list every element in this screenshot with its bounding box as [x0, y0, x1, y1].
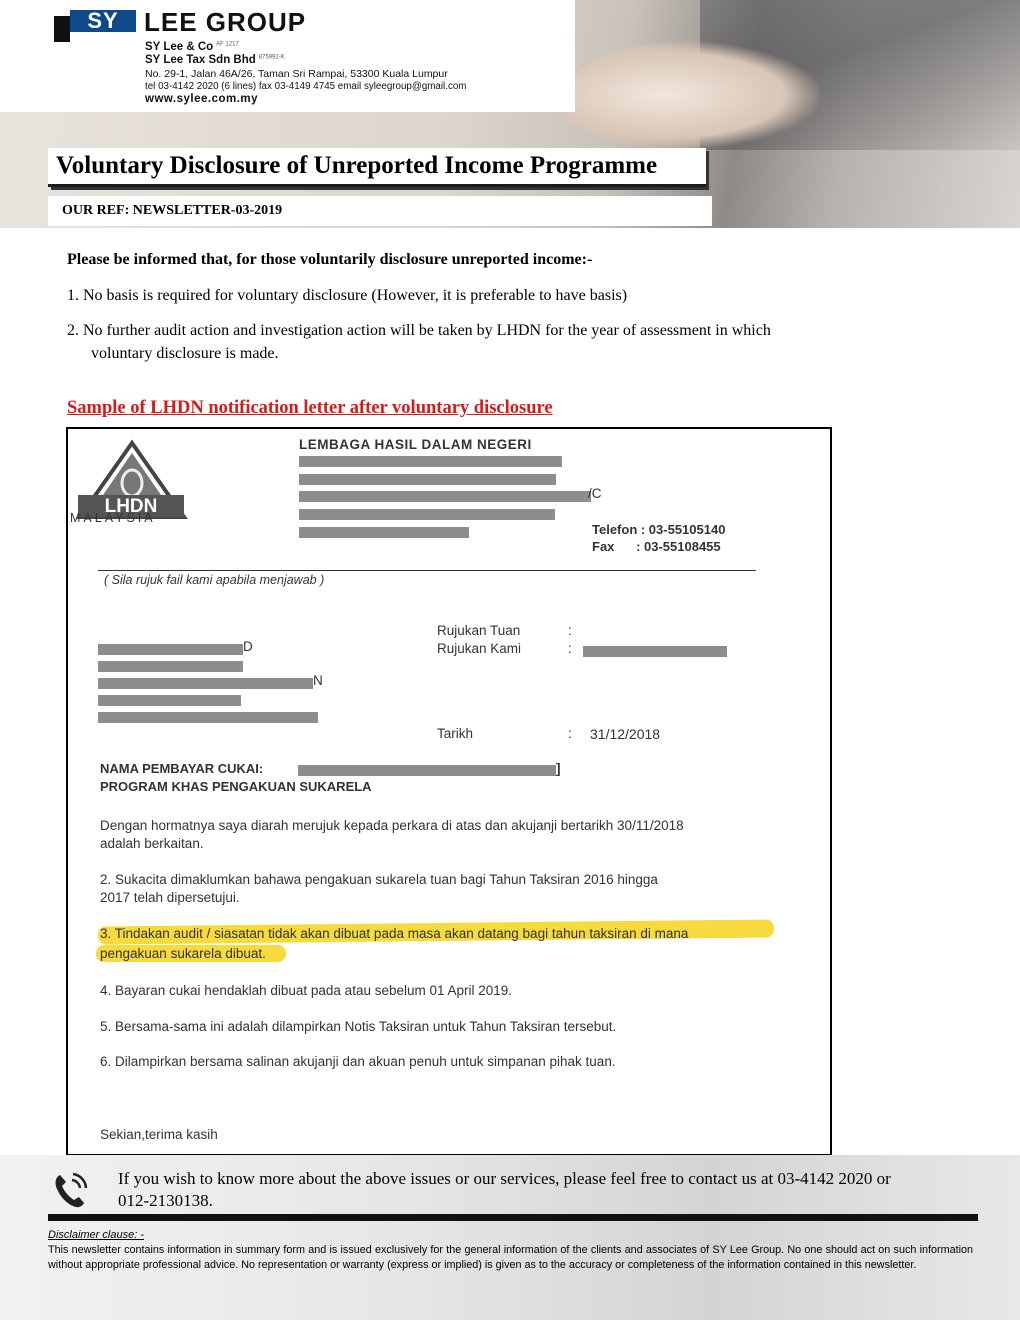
lhdn-logo-text: LHDN — [104, 496, 158, 517]
redaction — [298, 765, 556, 776]
recipient-fragment: D — [243, 639, 253, 654]
company-1: SY Lee & Co $^{AF 1217}$ — [145, 41, 239, 53]
point-2-line-2: voluntary disclosure is made. — [91, 345, 279, 362]
letter-closing: Sekian,terima kasih — [100, 1127, 218, 1142]
letter-divider — [98, 570, 756, 571]
programme-title: PROGRAM KHAS PENGAKUAN SUKARELA — [100, 779, 372, 794]
address-tail: /C — [588, 486, 602, 501]
letter-telefon: Telefon : 03-55105140 — [592, 522, 726, 537]
redaction — [98, 661, 243, 672]
para-3-line-1: 3. Tindakan audit / siasatan tidak akan dibuat pada masa akan datang bagi tahun taksiran di mana — [100, 926, 689, 941]
para-1-line-2: adalah berkaitan. — [100, 836, 204, 851]
redaction — [98, 712, 318, 723]
para-3-line-2: pengakuan sukarela dibuat. — [100, 946, 266, 961]
newsletter-ref: OUR REF: NEWSLETTER-03-2019 — [62, 203, 283, 218]
company-contact: tel 03-4142 2020 (6 lines) fax 03-4149 4745 email syleegroup@gmail.com — [145, 81, 467, 92]
recipient-fragment: N — [313, 673, 323, 688]
phone-icon — [52, 1170, 88, 1210]
redaction — [98, 695, 241, 706]
redaction — [98, 678, 313, 689]
contact-line-1: If you wish to know more about the above issues or our services, please feel free to contact us at 03-4142 2020 or — [118, 1169, 891, 1188]
para-6: 6. Dilampirkan bersama salinan akujanji dan akuan penuh untuk simpanan pihak tuan. — [100, 1054, 616, 1069]
lhdn-country: MALAYSIA — [70, 511, 156, 525]
point-1: 1. No basis is required for voluntary disclosure (However, it is preferable to have basis) — [67, 287, 628, 304]
redaction — [299, 527, 469, 538]
redaction — [98, 644, 243, 655]
letter-org: LEMBAGA HASIL DALAM NEGERI — [299, 437, 532, 452]
contact-info — [118, 1168, 988, 1212]
rujukan-kami-label: Rujukan Kami — [437, 641, 522, 656]
disclaimer-text: This newsletter contains information in summary form and is issued exclusively for the general information of the clients and associates of SY Lee Group. No one should act on such information without appropriate professional advice. No representation or warranty (express or implied) is given as to the accuracy or completeness of the information contained in this newsletter. — [48, 1244, 973, 1271]
taxpayer-label: NAMA PEMBAYAR CUKAI: — [100, 761, 264, 776]
point-2-line-1: 2. No further audit action and investigation action will be taken by LHDN for the year of assessment in which — [67, 322, 771, 339]
para-2-line-2: 2017 telah dipersetujui. — [100, 890, 240, 905]
letter-fax: Fax : 03-55108455 — [592, 539, 721, 554]
redaction — [299, 474, 556, 485]
taxpayer-bracket: ] — [556, 761, 561, 776]
tarikh-label: Tarikh — [437, 726, 474, 741]
sample-heading: Sample of LHDN notification letter after voluntary disclosure — [67, 398, 553, 418]
logo-mark: SY — [70, 10, 136, 32]
para-5: 5. Bersama-sama ini adalah dilampirkan Notis Taksiran untuk Tahun Taksiran tersebut. — [100, 1019, 617, 1034]
page-title: Voluntary Disclosure of Unreported Income Programme — [56, 152, 658, 179]
redaction — [299, 491, 591, 502]
para-2-line-1: 2. Sukacita dimaklumkan bahawa pengakuan sukarela tuan bagi Tahun Taksiran 2016 hingga — [100, 872, 658, 887]
para-4: 4. Bayaran cukai hendaklah dibuat pada atau sebelum 01 April 2019. — [100, 983, 513, 998]
para-1-line-1: Dengan hormatnya saya diarah merujuk kepada perkara di atas dan akujanji bertarikh 30/11/2018 — [100, 818, 684, 833]
company-2: SY Lee Tax Sdn Bhd $^{875992-K}$ — [145, 54, 285, 66]
redaction — [299, 509, 555, 520]
redaction — [583, 646, 727, 657]
rujukan-tuan-colon: : — [568, 623, 572, 638]
company-address: No. 29-1, Jalan 46A/26, Taman Sri Rampai, 53300 Kuala Lumpur — [145, 68, 448, 80]
intro-text: Please be informed that, for those voluntarily disclosure unreported income:- — [67, 251, 593, 268]
rujukan-kami-colon: : — [568, 641, 572, 656]
footer-divider — [48, 1214, 978, 1221]
logo-name: LEE GROUP — [144, 7, 307, 37]
lhdn-letter — [66, 427, 832, 1156]
contact-line-2: 012-2130138. — [118, 1191, 213, 1210]
letter-ref-note: ( Sila rujuk fail kami apabila menjawab ) — [104, 573, 325, 587]
tarikh-value: 31/12/2018 — [590, 726, 661, 742]
redaction — [299, 456, 562, 467]
logo-shadow — [54, 16, 70, 42]
company-website[interactable]: www.sylee.com.my — [145, 93, 259, 105]
tarikh-colon: : — [568, 726, 572, 741]
rujukan-tuan-label: Rujukan Tuan — [437, 623, 521, 638]
disclaimer-heading: Disclaimer clause: - — [48, 1229, 144, 1241]
